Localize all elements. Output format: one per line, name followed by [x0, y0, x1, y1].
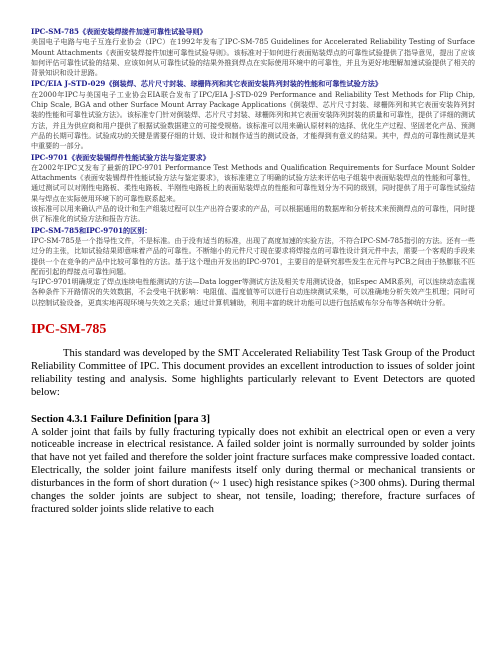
english-intro: This standard was developed by the SMT Accelerated Reliability Test Task Group of the Product Reliability Committee of IPC. This document provides an excellent introduction to issues of solder joint reliability testing and analysis. Some highlights particularly relevant to Event Detectors are quoted below:: [31, 348, 475, 398]
section-body: 在2000年IPC与美国电子工业协会EIA联合发布了IPC/EIA J-STD-029 Performance and Reliability Test Methods for Flip Chip, Chip Scale, BGA and other Surface Mount Array Package Applications《倒装焊、芯片尺寸封装、球栅阵列和其它表面安装阵列封装的性能和可靠性试验方法》。该标准专门针对倒装焊、芯片尺寸封装、球栅阵列和其它表面安装阵列封装的质量和可靠性，提供了详细的测试方法，并且为供应商和用户提供了根据试验数据建立的可接受规格。该标准可以用来确认原材料的选择、优化生产过程、坚固老化产品、预测产品的长期可靠性。试验成功的关键是需要仔细的计划、设计和制作适当的测试设备，才能得到有意义的结果。其中，焊点的可靠性测试是其中重要的一部分。: [31, 89, 475, 151]
section-ipc-9701: [31, 153, 475, 225]
section-title: IPC-SM-785和IPC-9701的区别：: [31, 225, 152, 235]
section-j-std-029: [31, 79, 475, 151]
section-body: 在2002年IPC又发布了最新的IPC-9701 Performance Test Methods and Qualification Requirements for Surface Mount Solder Attachments《表面安装锡焊件性能试验方法与鉴定要求》，该标准建立了明确的试验方法来评估电子组装中表面贴装焊点的性能和可靠性，通过测试可以对刚性电路板、柔性电路板、半刚性电路板上的表面贴装焊点的性能和可靠性划分为不同的级别，同时提供了用于可靠性试验结果与焊点在实际使用环境下的可靠性联系起来。: [31, 162, 475, 203]
document-page: [31, 27, 475, 517]
english-section-body: A solder joint that fails by fully fracturing typically does not exhibit an electrical open or even a very noticeable increase in electrical resistance. A failed solder joint is normally surrounded by solder joints that have not yet failed and therefore the solder joint fracture surfaces make compressive loaded contact. Electrically, the solder joint failure manifests itself only during thermal or mechanical transients or disturbances in the form of short duration (~ 1 usec) high resistance spikes (>300 ohms). During thermal changes the solder joints are subject to shear, not tensile, loading; therefore, fracture surfaces of fractured solder joints slide relative to each: [31, 426, 475, 515]
section-body: 与IPC-9701明确规定了焊点连续电性能测试的方法—Data logger等测试方法及相关专用测试设备，如Espec AMR系列，可以连续动态监视各种条件下开路情况的失效数据，不会受电干扰影响：电阻值、温度值等可以进行自动连续测试采集，可以准确地分析失效产生机理；同时可以控制试验设备，更真实地再现环境与失效之关系；通过计算机辅助，利用丰富的统计功能可以进行包括威布尔分布等各种统计分析。: [31, 277, 475, 307]
section-body: 该标准可以用来确认产品的设计和生产组装过程可以生产出符合要求的产品，可以根据通用的数据库和分析技术来预测焊点的可靠性，同时提供了标准化的试验方法和报告方法。: [31, 204, 475, 224]
section-title: IPC-SM-785《表面安装焊接件加速可靠性试验导则》: [31, 27, 207, 36]
section-body: IPC-SM-785是一个指导性文件，不是标准。由于没有适当的标准，出现了高度加速的实验方法，不符合IPC-SM-785指引的方法。还有一些过分的主张，比如试验结果即意味着产品的可靠性。不断缩小的元件尺寸现在要求将焊接点的可靠性设计到元件中去，需要一个客观的手段来提供一个在竞争的产品中比较可靠性的方法。基于这个理由开发出的IPC-9701，主要目的是研究那些发生在元件与PCB之间由于热膨胀不匹配而引起的焊接点可靠性问题。: [31, 235, 475, 276]
section-ipc-sm-785-cn: [31, 27, 475, 78]
section-title: IPC/EIA J-STD-029《倒装焊、芯片尺寸封装、球栅阵列和其它表面安装阵列封装的性能和可靠性试验方法》: [31, 79, 382, 89]
section-difference: [31, 226, 475, 308]
section-body: 美国电子电路与电子互连行业协会（IPC）在1992年发布了IPC-SM-785 Guidelines for Accelerated Reliability Testing of Surface Mount Attachments《表面安装焊接件加速可靠性试验导则》。该标准对于如何进行表面贴装焊点的可靠性试验提供了指导意见，提出了应该如何评估可靠性试验的结果、应该如何从可靠性试验的结果外推到焊点在实际使用环境中的可靠性，并且为更好地理解加速试验提供了相关的背景知识和设计思路。: [31, 37, 475, 78]
english-section-title: Section 4.3.1 Failure Definition [para 3]: [31, 413, 211, 425]
heading-ipc-sm-785: IPC-SM-785: [31, 322, 107, 338]
section-title: IPC-9701《表面安装锡焊件性能试验方法与鉴定要求》: [31, 152, 210, 162]
